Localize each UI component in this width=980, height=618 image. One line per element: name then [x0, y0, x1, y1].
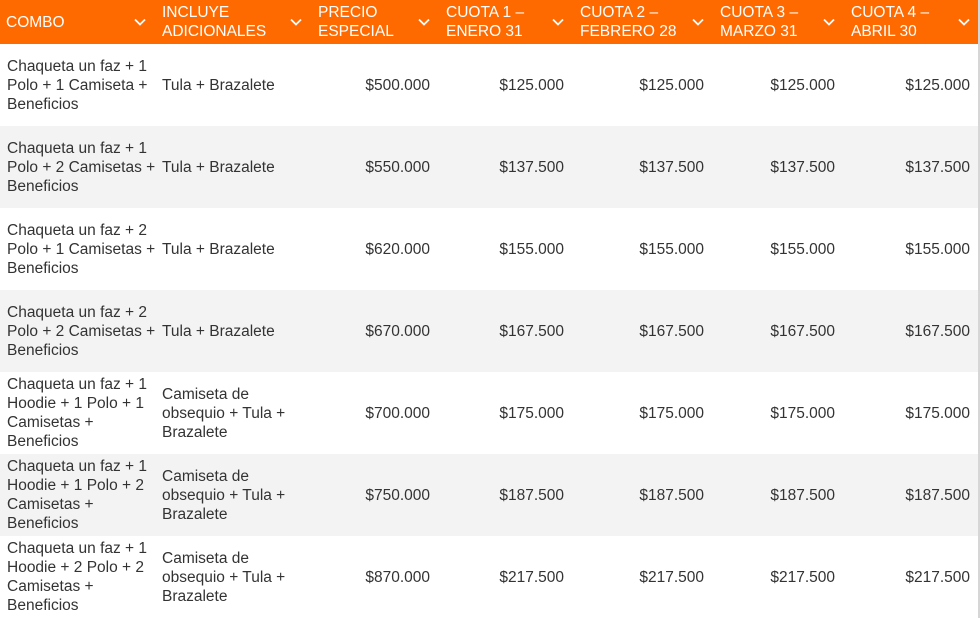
- cuota-4-cell: $187.500: [845, 454, 980, 536]
- column-header-line-2: ENERO 31: [446, 23, 523, 40]
- incluye-cell: Tula + Brazalete: [162, 76, 275, 94]
- table-row: [0, 208, 980, 290]
- column-header-line-2: MARZO 31: [720, 23, 798, 40]
- cuota-4-cell: $137.500: [845, 126, 980, 208]
- incluye-cell: Tula + Brazalete: [156, 290, 312, 372]
- cuota-1-cell: $155.000: [499, 240, 564, 258]
- combo-cell: Chaqueta un faz + 1 Hoodie + 1 Polo + 2 Camisetas + Beneficios: [0, 454, 156, 536]
- cuota-1-cell: $167.500: [440, 290, 574, 372]
- chevron-down-icon[interactable]: [691, 15, 705, 29]
- precio-cell: $620.000: [365, 240, 430, 258]
- cuota-4-cell: $175.000: [905, 404, 970, 422]
- cuota-2-cell: $125.000: [639, 76, 704, 94]
- cuota-3-cell: $125.000: [770, 76, 835, 94]
- table-row: [0, 126, 980, 208]
- chevron-down-icon[interactable]: [289, 15, 303, 29]
- precio-cell: $750.000: [312, 454, 440, 536]
- cuota-2-cell: $167.500: [574, 290, 714, 372]
- combo-cell: Chaqueta un faz + 2 Polo + 1 Camisetas + Beneficios: [7, 221, 156, 277]
- cuota-3-cell: $175.000: [770, 404, 835, 422]
- combo-cell: Chaqueta un faz + 1 Hoodie + 2 Polo + 2 Camisetas + Beneficios: [7, 540, 148, 614]
- cuota-1-cell: $137.500: [440, 126, 574, 208]
- column-header-cuota-1[interactable]: [440, 0, 574, 44]
- combo-cell: Chaqueta un faz + 1 Polo + 1 Camiseta + Beneficios: [7, 57, 148, 113]
- chevron-down-icon[interactable]: [551, 15, 565, 29]
- column-header-line-1: COMBO: [6, 13, 65, 31]
- table-row: [0, 454, 980, 536]
- precio-cell: $670.000: [312, 290, 440, 372]
- cuota-1-cell: $125.000: [499, 76, 564, 94]
- cuota-3-cell: $167.500: [714, 290, 845, 372]
- cuota-2-cell: $155.000: [639, 240, 704, 258]
- cuota-1-cell: $175.000: [499, 404, 564, 422]
- incluye-cell: Camiseta de obsequio + Tula + Brazalete: [162, 549, 286, 605]
- precio-cell: $700.000: [365, 404, 430, 422]
- column-header-line-2: ADICIONALES: [162, 23, 267, 40]
- column-header-line-1: INCLUYE: [162, 4, 230, 21]
- cuota-3-cell: $155.000: [770, 240, 835, 258]
- chevron-down-icon[interactable]: [417, 15, 431, 29]
- chevron-down-icon[interactable]: [133, 15, 147, 29]
- table-header: [0, 0, 980, 44]
- cuota-3-cell: $137.500: [714, 126, 845, 208]
- column-header-line-2: ESPECIAL: [318, 23, 394, 40]
- cuota-4-cell: $155.000: [905, 240, 970, 258]
- column-header-line-1: CUOTA 3 –: [720, 4, 799, 21]
- combo-cell: Chaqueta un faz + 1 Polo + 2 Camisetas + Beneficios: [0, 126, 156, 208]
- cuota-2-cell: $187.500: [574, 454, 714, 536]
- table-row: [0, 536, 980, 618]
- column-header-line-1: CUOTA 2 –: [580, 4, 659, 21]
- table-row: [0, 290, 980, 372]
- incluye-cell: Tula + Brazalete: [156, 126, 312, 208]
- table-row: [0, 372, 980, 454]
- incluye-cell: Tula + Brazalete: [162, 240, 275, 258]
- precio-cell: $550.000: [312, 126, 440, 208]
- incluye-cell: Camiseta de obsequio + Tula + Brazalete: [156, 454, 312, 536]
- cuota-1-cell: $217.500: [499, 568, 564, 586]
- cuota-4-cell: $125.000: [905, 76, 970, 94]
- column-header-line-2: ABRIL 30: [851, 23, 917, 40]
- cuota-2-cell: $137.500: [574, 126, 714, 208]
- precio-cell: $870.000: [365, 568, 430, 586]
- chevron-down-icon[interactable]: [822, 15, 836, 29]
- cuota-4-cell: $217.500: [905, 568, 970, 586]
- column-header-line-1: PRECIO: [318, 4, 378, 21]
- incluye-cell: Camiseta de obsequio + Tula + Brazalete: [162, 385, 286, 441]
- combo-cell: Chaqueta un faz + 1 Hoodie + 1 Polo + 1 Camisetas + Beneficios: [7, 376, 148, 450]
- precio-cell: $500.000: [365, 76, 430, 94]
- cuota-2-cell: $217.500: [639, 568, 704, 586]
- column-header-line-1: CUOTA 4 –: [851, 4, 930, 21]
- chevron-down-icon[interactable]: [957, 15, 971, 29]
- column-header-precio[interactable]: [312, 0, 440, 44]
- table-body: [0, 44, 980, 618]
- cuota-3-cell: $217.500: [770, 568, 835, 586]
- column-header-line-2: FEBRERO 28: [580, 23, 677, 40]
- combo-cell: Chaqueta un faz + 2 Polo + 2 Camisetas + Beneficios: [0, 290, 156, 372]
- cuota-3-cell: $187.500: [714, 454, 845, 536]
- column-header-combo[interactable]: [0, 0, 156, 44]
- cuota-4-cell: $167.500: [845, 290, 980, 372]
- column-header-cuota-2[interactable]: [574, 0, 714, 44]
- cuota-1-cell: $187.500: [440, 454, 574, 536]
- column-header-cuota-4[interactable]: [845, 0, 980, 44]
- header-row: [0, 0, 980, 44]
- cuota-2-cell: $175.000: [639, 404, 704, 422]
- table-row: [0, 44, 980, 126]
- column-header-line-1: CUOTA 1 –: [446, 4, 525, 21]
- column-header-incluye[interactable]: [156, 0, 312, 44]
- column-header-cuota-3[interactable]: [714, 0, 845, 44]
